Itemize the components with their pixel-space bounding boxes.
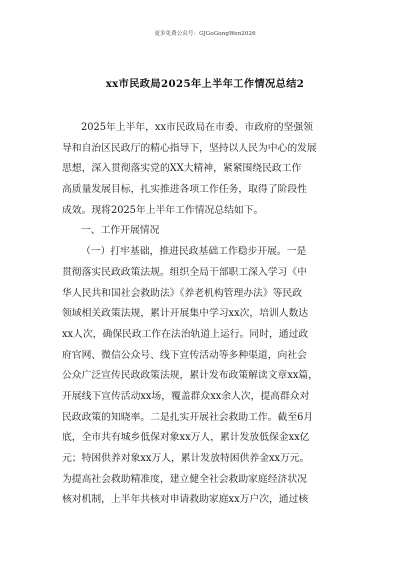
paragraph-line: （一）打牢基础，推进民政基础工作稳步开展。一是	[81, 246, 307, 258]
paragraph-line: 元；特困供养对象xx万人，累计发放特困供养金xx万元。	[62, 453, 310, 464]
paragraph-line: 2025年上半年，xx市民政局在市委、市政府的坚强领	[81, 122, 313, 133]
section-heading: 一、工作开展情况	[81, 225, 160, 237]
header-note: 更多免费公众号：GJGoGongWen2026	[154, 31, 256, 37]
paragraph-line: 公众广泛宣传民政政策法规，累计发布政策解读文章xx篇，	[62, 370, 318, 382]
paragraph-line: 导和自治区民政厅的精心指导下，坚持以人民为中心的发展	[62, 142, 317, 154]
paragraph-line: 领域相关政策法规，累计开展集中学习xx次，培训人数达	[62, 308, 309, 320]
paragraph-line: 为提高社会救助精准度，建立健全社会救助家庭经济状况	[62, 473, 307, 485]
paragraph-line: 高质量发展目标，扎实推进各项工作任务，取得了阶段性	[62, 184, 307, 196]
paragraph-line: 底，全市共有城乡低保对象xx万人，累计发放低保金xx亿	[62, 432, 310, 444]
document-title: xx市民政局2025年上半年工作情况总结2	[105, 78, 305, 90]
paragraph-line: 民政政策的知晓率。二是扎实开展社会救助工作。截至6月	[62, 411, 314, 423]
paragraph-line: 府官网、微信公众号、线下宣传活动等多种渠道，向社会	[62, 349, 307, 361]
paragraph-line: 贯彻落实民政政策法规。组织全局干部职工深入学习《中	[62, 266, 307, 278]
paragraph-line: 核对机制，上半年共核对申请救助家庭xx万户次，通过核	[62, 494, 309, 506]
paragraph-line: 成效。现将2025年上半年工作情况总结如下。	[62, 204, 264, 216]
document-body	[62, 118, 346, 511]
paragraph-line: xx人次，确保民政工作在法治轨道上运行。同时，通过政	[62, 328, 309, 340]
paragraph-line: 开展线下宣传活动xx场，覆盖群众xx余人次，提高群众对	[62, 390, 310, 402]
paragraph-line: 思想，深入贯彻落实党的XX大精神，紧紧围绕民政工作	[62, 163, 302, 175]
paragraph-line: 华人民共和国社会救助法》《养老机构管理办法》等民政	[62, 287, 303, 299]
